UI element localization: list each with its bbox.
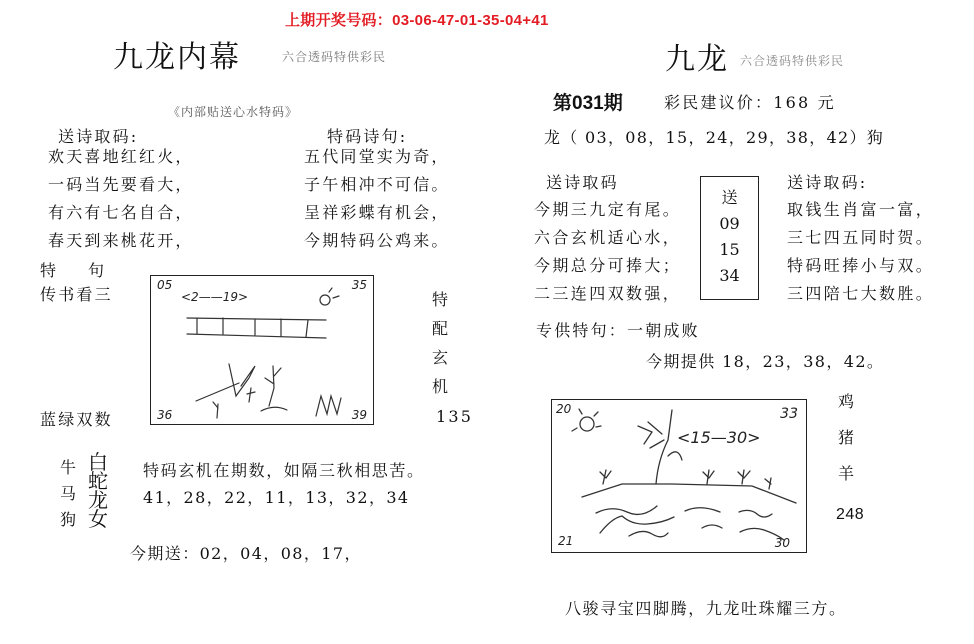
today-send: 今期送：02，04，08，17， <box>130 544 362 563</box>
special-phrase: 传书看三 <box>40 285 113 304</box>
left-poem-heading: 送诗取码: <box>58 127 139 146</box>
provide-numbers: 今期提供 18，23，38，42。 <box>646 352 885 371</box>
corner-bottom-right: 30 <box>774 536 790 550</box>
right-left-poem-heading: 送诗取码 <box>546 173 619 192</box>
landscape-sketch-icon <box>552 400 806 552</box>
poem-line: 子午相冲不可信。 <box>304 175 450 194</box>
poem-line: 今期三九定有尾。 <box>534 200 682 219</box>
left-page-title: 九龙内幕 <box>113 40 241 75</box>
poem-line: 特码旺捧小与双。 <box>787 256 935 275</box>
poem-line: 三四陪七大数胜。 <box>787 284 935 303</box>
issue-number: 第031期 <box>553 93 623 114</box>
zodiac-char: 牛 <box>60 458 77 477</box>
closing-poem: 八骏寻宝四脚腾，九龙吐珠耀三方。 <box>565 599 847 618</box>
right-side-number: 248 <box>836 506 865 523</box>
side-char: 玄 <box>432 348 451 367</box>
zodiac-char: 蛇 <box>88 469 108 493</box>
send-label: 送 <box>721 188 738 207</box>
zodiac-char: 马 <box>60 484 77 503</box>
poem-line: 取钱生肖富一富， <box>787 200 935 219</box>
right-right-poem <box>787 196 934 308</box>
side-char: 鸡 <box>838 392 857 411</box>
zodiac-char: 女 <box>88 507 108 531</box>
zodiac-big <box>88 450 108 531</box>
poem-line: 六合玄机适心水， <box>534 228 682 247</box>
side-char: 配 <box>432 319 451 338</box>
riddle-numbers: 41，28，22，11，13，32，34 <box>143 488 410 507</box>
right-left-poem <box>534 196 681 308</box>
left-side-vertical <box>432 285 450 401</box>
side-char: 机 <box>432 377 451 396</box>
right-side-vertical <box>838 384 856 492</box>
corner-bottom-right: 39 <box>351 408 367 422</box>
poem-line: 呈祥彩蝶有机会， <box>304 203 450 222</box>
zodiac-small <box>60 455 76 533</box>
side-char: 羊 <box>838 464 857 483</box>
send-box <box>700 176 759 300</box>
right-poem-heading: 特码诗句: <box>327 127 408 146</box>
special-phrase-right: 专供特句：一朝成败 <box>536 321 700 340</box>
corner-top-right: 35 <box>351 278 367 292</box>
corner-top-left: 20 <box>556 402 572 416</box>
right-sketch <box>551 399 807 553</box>
poem-line: 有六有七名自合， <box>48 203 194 222</box>
corner-top-left: 05 <box>157 278 173 292</box>
poem-line: 今期特码公鸡来。 <box>304 231 450 250</box>
side-char: 猪 <box>838 428 857 447</box>
left-page-subtitle: 六合透码特供彩民 <box>282 50 387 64</box>
range-text: <2——19> <box>181 290 249 304</box>
poem-line: 一码当先要看大， <box>48 175 194 194</box>
poem-line: 春天到来桃花开， <box>48 231 194 250</box>
left-side-number: 135 <box>436 407 474 426</box>
zodiac-char: 狗 <box>60 510 77 529</box>
send-number: 09 <box>719 214 740 233</box>
corner-bottom-left: 36 <box>157 408 173 422</box>
poem-line: 三七四五同时贺。 <box>787 228 935 247</box>
send-number: 34 <box>719 266 740 285</box>
riddle: 特码玄机在期数，如隔三秋相思苦。 <box>143 461 425 480</box>
dragon-line: 龙（ 03，08，15，24，29，38，42）狗 <box>544 128 885 147</box>
send-number: 15 <box>719 240 740 259</box>
poem-line: 欢天喜地红红火， <box>48 147 194 166</box>
right-right-poem-heading: 送诗取码: <box>787 173 868 192</box>
poem-line: 今期总分可捧大； <box>534 256 682 275</box>
left-poem <box>48 143 194 255</box>
price: 彩民建议价：168 元 <box>664 93 836 112</box>
left-sketch <box>150 275 374 425</box>
right-page-title: 九龙 <box>665 42 729 77</box>
left-section-title: 《内部贴送心水特码》 <box>168 105 299 119</box>
blue-green-label: 蓝绿双数 <box>40 410 113 429</box>
last-draw-banner: 上期开奖号码：03-06-47-01-35-04+41 <box>285 12 549 29</box>
right-page-subtitle: 六合透码特供彩民 <box>740 54 845 68</box>
corner-top-right: 33 <box>780 406 798 422</box>
zodiac-char: 白 <box>88 450 108 474</box>
special-phrase-label: 特 句 <box>40 261 113 280</box>
right-poem <box>304 143 450 255</box>
corner-bottom-left: 21 <box>558 534 574 548</box>
range-text: <15—30> <box>677 428 761 447</box>
zodiac-char: 龙 <box>88 488 108 512</box>
side-char: 特 <box>432 290 451 309</box>
poem-line: 五代同堂实为奇， <box>304 147 450 166</box>
poem-line: 二三连四双数强， <box>534 284 682 303</box>
